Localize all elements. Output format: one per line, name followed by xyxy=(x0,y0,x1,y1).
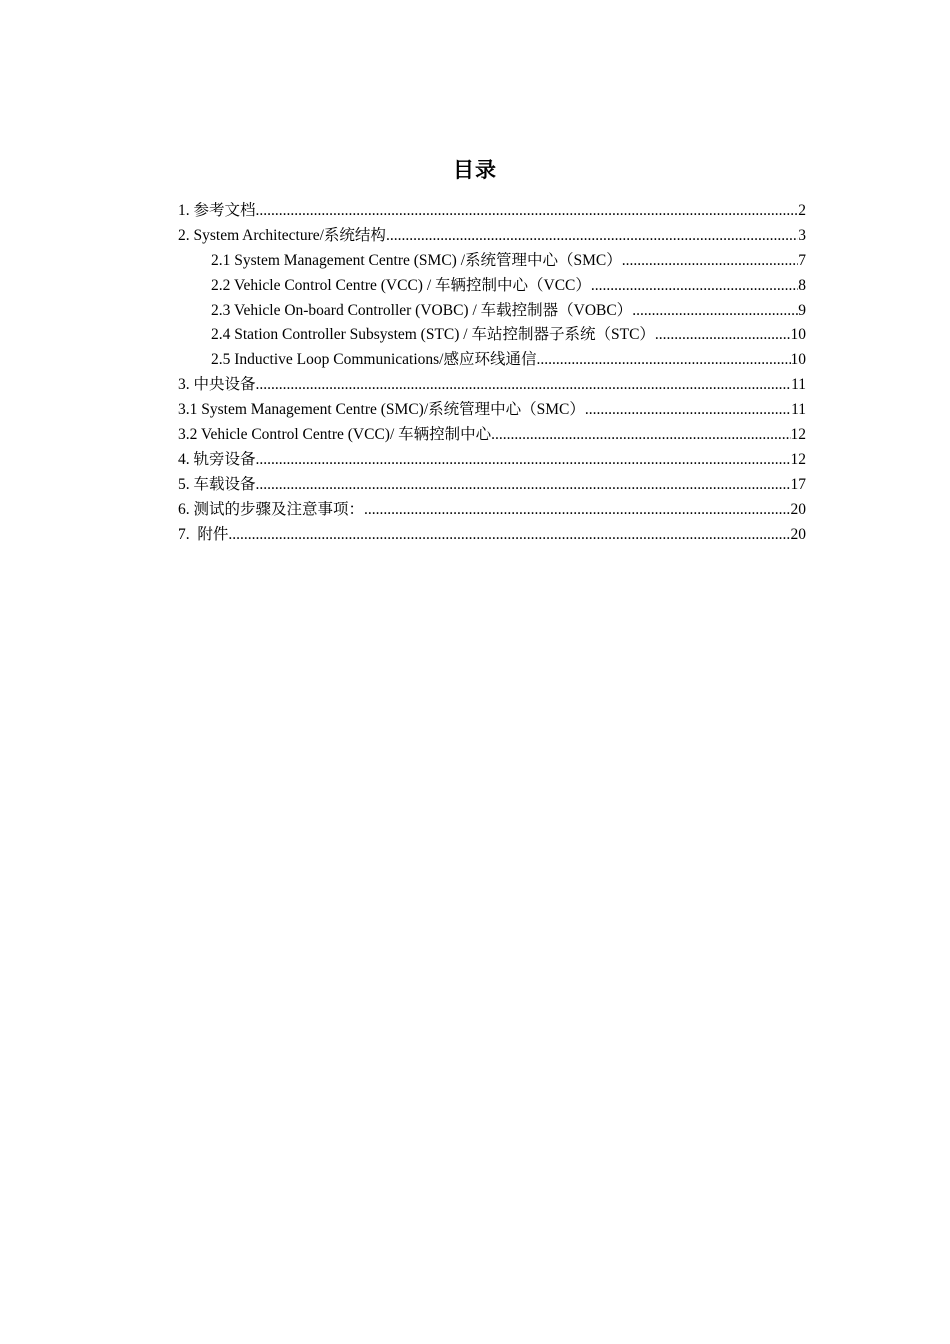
toc-entry-text: 2.5 Inductive Loop Communications/感应环线通信 xyxy=(211,351,537,369)
toc-entry[interactable] xyxy=(178,498,806,523)
toc-dot-leader xyxy=(632,299,798,324)
toc-entry[interactable] xyxy=(178,473,806,498)
toc-page-number: 11 xyxy=(791,376,806,394)
toc-page-number: 2 xyxy=(798,202,806,219)
toc-dot-leader xyxy=(491,423,790,448)
toc-page-number: 3 xyxy=(798,226,806,244)
toc-entry[interactable] xyxy=(178,423,806,448)
toc-entry[interactable] xyxy=(178,249,806,274)
toc-dot-leader xyxy=(256,448,791,473)
toc-list xyxy=(178,199,806,547)
toc-page-number: 11 xyxy=(791,401,806,419)
toc-entry[interactable] xyxy=(178,373,806,398)
toc-entry-text: 5. 车载设备 xyxy=(178,475,256,493)
toc-entry-text: 2.1 System Management Centre (SMC) /系统管理中心（SMC） xyxy=(211,251,622,269)
toc-entry-text: 2. System Architecture/系统结构 xyxy=(178,226,386,244)
toc-entry-text: 1. 参考文档 xyxy=(178,202,256,219)
toc-dot-leader xyxy=(536,348,790,373)
toc-entry[interactable] xyxy=(178,199,806,224)
toc-page-number: 20 xyxy=(790,525,806,543)
toc-dot-leader xyxy=(386,224,798,249)
toc-entry[interactable] xyxy=(178,398,806,423)
toc-entry-text: 3.2 Vehicle Control Centre (VCC)/ 车辆控制中心 xyxy=(178,426,492,444)
toc-dot-leader xyxy=(622,249,799,274)
toc-dot-leader xyxy=(585,398,791,423)
toc-entry-text: 3. 中央设备 xyxy=(178,376,256,394)
toc-page-number: 10 xyxy=(790,351,806,369)
toc-dot-leader xyxy=(256,373,792,398)
toc-page-number: 7 xyxy=(798,251,806,269)
toc-page-number: 20 xyxy=(790,500,806,518)
toc-dot-leader xyxy=(591,274,798,299)
toc-entry[interactable] xyxy=(178,224,806,249)
toc-entry[interactable] xyxy=(178,448,806,473)
toc-entry-text: 4. 轨旁设备 xyxy=(178,450,256,468)
toc-page-number: 17 xyxy=(790,475,806,493)
toc-title: 目录 xyxy=(453,158,497,182)
toc-page-number: 12 xyxy=(790,450,806,468)
toc-dot-leader xyxy=(364,498,790,523)
toc-page-number: 8 xyxy=(798,276,806,294)
toc-entry-text: 2.2 Vehicle Control Centre (VCC) / 车辆控制中心（VCC） xyxy=(211,276,591,294)
toc-dot-leader xyxy=(256,473,791,498)
toc-entry[interactable] xyxy=(178,323,806,348)
toc-dot-leader xyxy=(655,323,791,348)
toc-dot-leader xyxy=(228,523,790,548)
toc-entry-text: 6. 测试的步骤及注意事项： xyxy=(178,500,365,518)
toc-page-number: 12 xyxy=(790,426,806,444)
toc-entry-text: 7. 附件 xyxy=(178,525,229,543)
toc-entry-text: 3.1 System Management Centre (SMC)/系统管理中心（SMC） xyxy=(178,401,585,419)
toc-entry-text: 2.4 Station Controller Subsystem (STC) / 车站控制器子系统（STC） xyxy=(211,326,655,344)
toc-entry-text: 2.3 Vehicle On-board Controller (VOBC) / 车载控制器（VOBC） xyxy=(211,301,633,319)
toc-entry[interactable] xyxy=(178,523,806,548)
toc-entry[interactable] xyxy=(178,274,806,299)
toc-page-number: 10 xyxy=(790,326,806,344)
toc-entry[interactable] xyxy=(178,299,806,324)
toc-entry[interactable] xyxy=(178,348,806,373)
toc-dot-leader xyxy=(256,199,799,224)
toc-page-number: 9 xyxy=(798,301,806,319)
